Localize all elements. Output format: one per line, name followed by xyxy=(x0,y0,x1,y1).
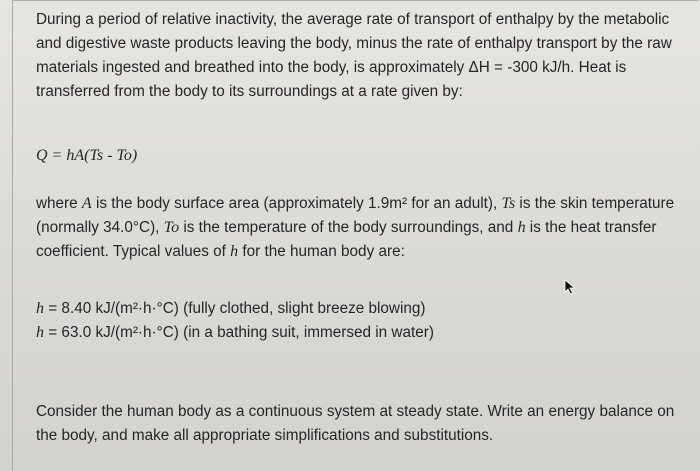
var-skin-temp: Ts xyxy=(501,195,516,212)
mouse-pointer-icon xyxy=(563,279,577,295)
definitions-text-4: is the temperature of the body surroundings, and xyxy=(179,219,518,236)
var-surroundings-temp: To xyxy=(163,219,180,236)
definitions-text-3: is the skin temperature (normally 34.0°C), xyxy=(36,195,675,236)
h-value-clothed-var: h xyxy=(36,300,44,317)
definitions-text-5: is the heat transfer coefficient. Typical values of xyxy=(36,219,657,260)
heat-rate-equation: Q = hA(Ts - To) xyxy=(36,147,138,164)
var-area: A xyxy=(81,195,92,212)
definitions-text-6: for the human body are: xyxy=(238,243,405,260)
h-value-water-var: h xyxy=(36,324,44,341)
definitions-text-1: where xyxy=(36,195,82,212)
h-value-water-text: = 63.0 kJ/(m²·h·°C) (in a bathing suit, immersed in water) xyxy=(44,324,434,341)
h-value-clothed xyxy=(36,297,676,321)
definitions-text-2: is the body surface area (approximately 1.9m² for an adult), xyxy=(91,195,502,212)
definitions-paragraph xyxy=(36,192,676,264)
var-h-2: h xyxy=(230,243,239,260)
h-value-clothed-text: = 8.40 kJ/(m²·h·°C) (fully clothed, slight breeze blowing) xyxy=(44,300,426,317)
task-paragraph: Consider the human body as a continuous system at steady state. Write an energy balance on the body, and make all appropriate simplifications and substitutions. xyxy=(36,403,675,444)
var-h: h xyxy=(517,219,526,236)
h-value-water xyxy=(36,321,676,345)
intro-paragraph: During a period of relative inactivity, the average rate of transport of enthalpy by the metabolic and digestive waste products leaving the body, minus the rate of enthalpy transport by the raw materials ingested and breathed into the body, is approximately ΔH = -300 kJ/h. Heat is transferred from the body to its surroundings at a rate given by: xyxy=(36,11,672,100)
